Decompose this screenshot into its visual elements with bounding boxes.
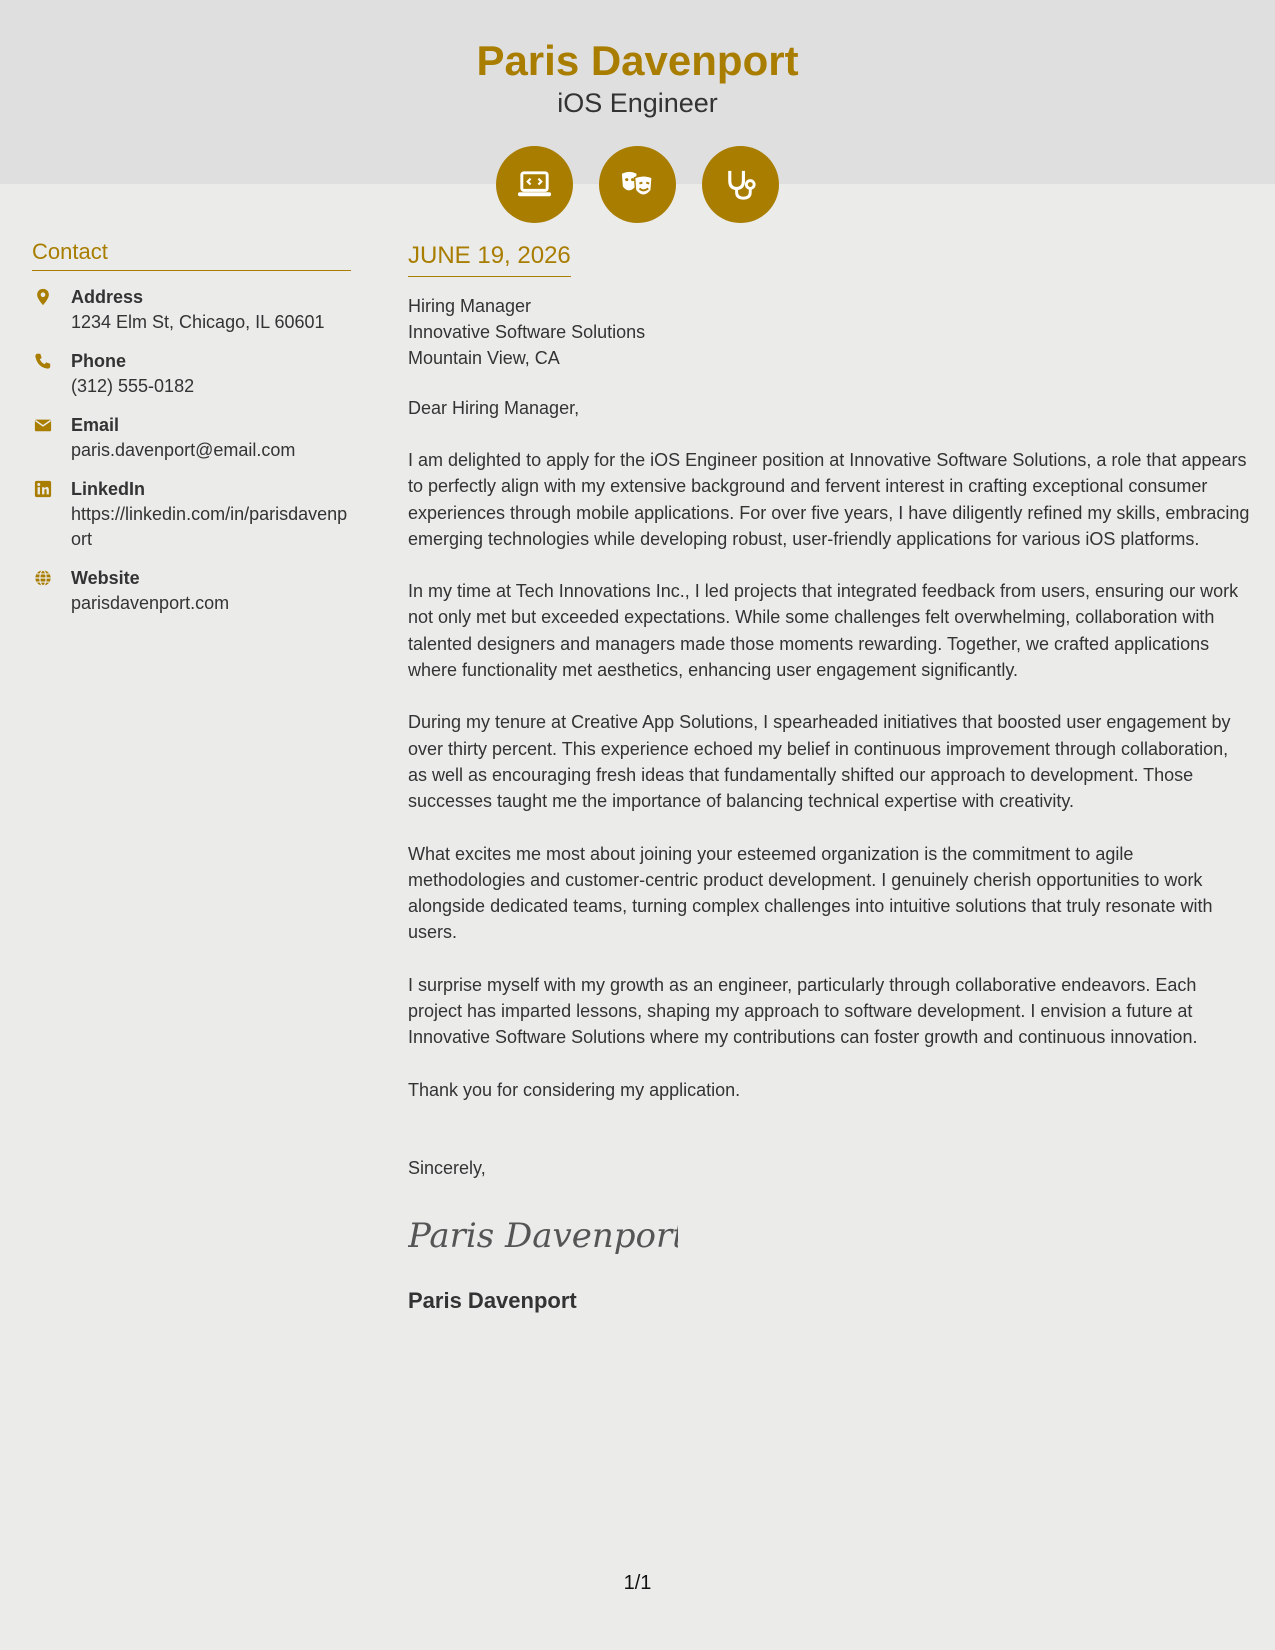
contact-label: Email — [71, 415, 120, 435]
recipient-line: Innovative Software Solutions — [408, 322, 646, 342]
header-icons — [496, 146, 779, 223]
globe-icon — [34, 569, 52, 587]
contact-phone — [32, 349, 351, 399]
paragraph: During my tenure at Creative App Solutions, I spearheaded initiatives that boosted user engagement by over thirty percent. This experience echoed my belief in continuous improvement through collaboration, as well as encouraging fresh ideas that fundamentally shifted our approach to development. Those successes taught me the importance of balancing technical expertise with creativity. — [408, 712, 1231, 812]
contact-label: Address — [71, 287, 144, 307]
letter-date: JUNE 19, 2026 — [408, 240, 571, 277]
contact-email — [32, 413, 351, 463]
contact-value: (312) 555-0182 — [71, 376, 195, 396]
signed-name: Paris Davenport — [408, 1287, 577, 1313]
paragraph: What excites me most about joining your esteemed organization is the commitment to agile methodologies and customer-centric product development. I genuinely cherish opportunities to work alongside dedicated teams, turning complex challenges into intuitive solutions that truly resonate with users. — [408, 843, 1213, 943]
contact-linkedin — [32, 477, 351, 552]
linkedin-link[interactable]: https://linkedin.com/in/parisdavenport — [71, 504, 348, 549]
contact-label: LinkedIn — [71, 479, 146, 499]
contact-value: paris.davenport@email.com — [71, 440, 296, 460]
recipient-block — [408, 293, 1250, 371]
paragraph: I surprise myself with my growth as an engineer, particularly through collaborative endeavors. Each project has imparted lessons, shaping my approach to software development. I envision a future at Innovative Software Solutions where my contributions can foster growth and continuous innovation. — [408, 974, 1198, 1048]
contact-sidebar — [32, 238, 351, 616]
letter-body — [408, 240, 1250, 1316]
envelope-icon — [34, 416, 52, 434]
linkedin-icon — [34, 480, 52, 498]
contact-website — [32, 566, 351, 616]
job-title: iOS Engineer — [557, 88, 718, 118]
website-link[interactable]: parisdavenport.com — [71, 593, 230, 613]
salutation: Dear Hiring Manager, — [408, 398, 580, 418]
paragraph: Thank you for considering my application. — [408, 1079, 741, 1100]
paragraph: In my time at Tech Innovations Inc., I led projects that integrated feedback from users, ensuring our work not only met but exceeded expectations. While some challenges felt overwhelming, collaboration with talented designers and managers made those moments rewarding. Together, we crafted applications where functionality met aesthetics, enhancing user engagement significantly. — [408, 581, 1239, 681]
contact-label: Phone — [71, 351, 127, 371]
laptop-code-icon — [496, 146, 573, 223]
location-pin-icon — [34, 288, 52, 306]
recipient-line: Hiring Manager — [408, 296, 532, 316]
contact-value: 1234 Elm St, Chicago, IL 60601 — [71, 312, 325, 332]
recipient-line: Mountain View, CA — [408, 348, 560, 368]
page-number: 1/1 — [623, 1572, 652, 1594]
paragraph: I am delighted to apply for the iOS Engineer position at Innovative Software Solutions, a role that appears to perfectly align with my extensive background and fervent interest in crafting exceptional consumer experiences through mobile applications. For over five years, I have diligently refined my skills, embracing emerging technologies while developing robust, user-friendly applications for various iOS platforms. — [408, 450, 1250, 549]
stethoscope-icon — [702, 146, 779, 223]
contact-address — [32, 285, 351, 335]
phone-icon — [34, 352, 52, 370]
closing: Sincerely, — [408, 1157, 486, 1178]
signature-text: Paris Davenport — [408, 1215, 678, 1256]
applicant-name: Paris Davenport — [476, 37, 799, 84]
contact-label: Website — [71, 568, 140, 588]
theater-masks-icon — [599, 146, 676, 223]
contact-heading: Contact — [32, 238, 351, 271]
signature-image — [408, 1211, 678, 1259]
